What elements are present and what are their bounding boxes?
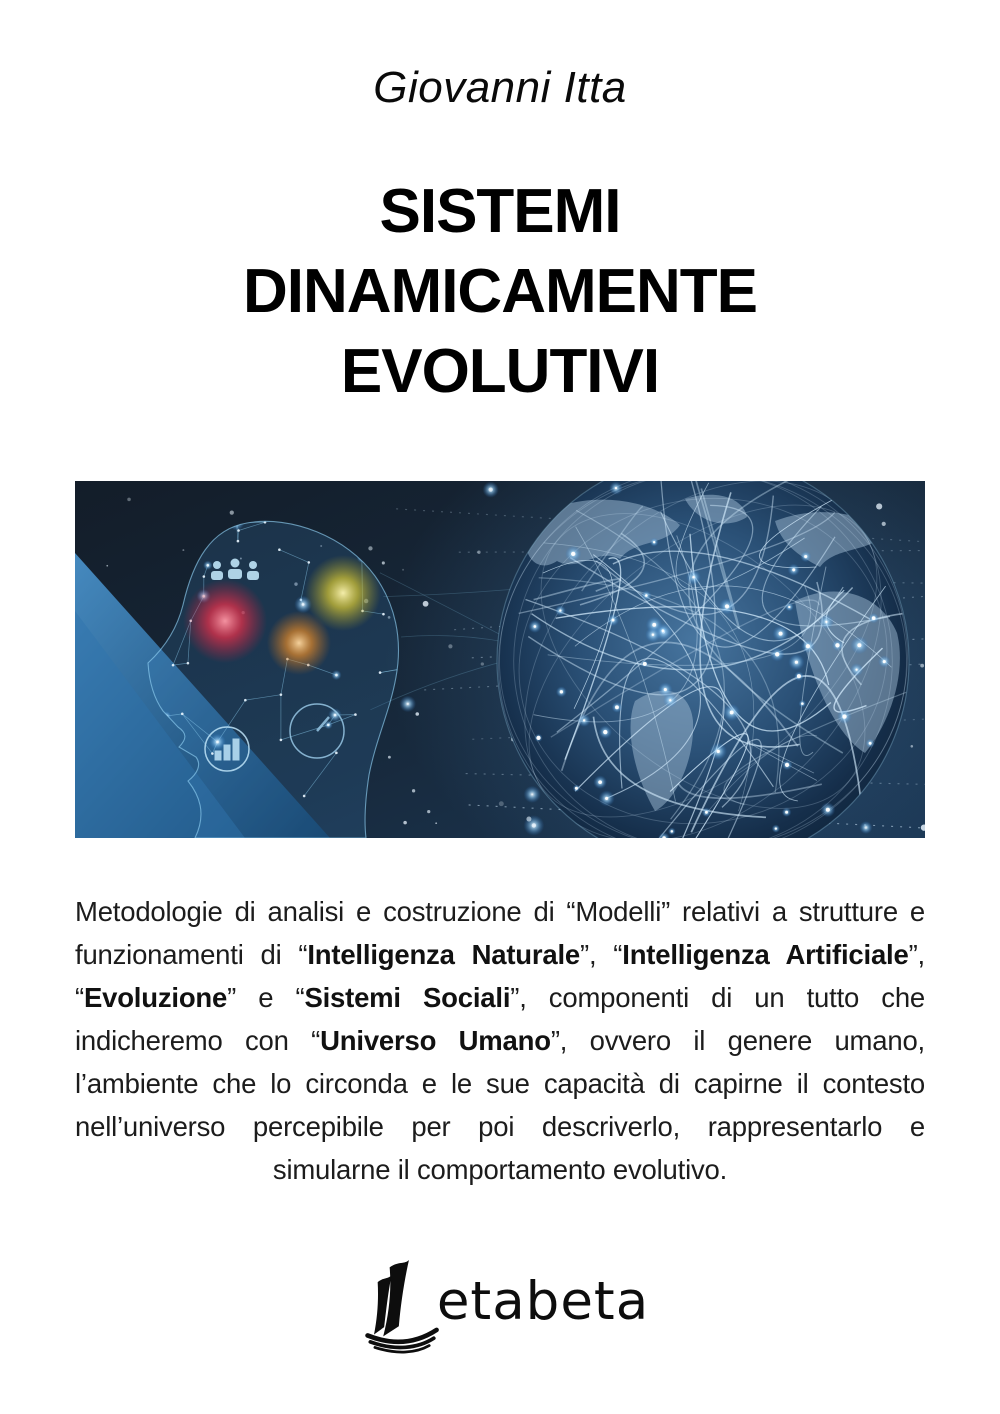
paragraph-segment: ”, ovvero il genere umano, l’ambiente che lo circonda e le sue capacità di capirne il contesto nell’universo percepibile per poi descriverlo, rappresentarlo e simularne il comportamento evolutivo. (75, 1025, 925, 1185)
paragraph-segment: Metodologie di analisi e costruzione di “Modelli” relativi a strutture e funzionamenti di “ (75, 896, 925, 970)
paragraph-segment: ”, “ (580, 939, 623, 970)
paragraph-segment-bold: Universo Umano (320, 1025, 551, 1056)
paragraph-segment: ”, “ (75, 939, 925, 1013)
title-line-3: EVOLUTIVI (340, 337, 660, 406)
paragraph-segment: ” e “ (227, 982, 305, 1013)
ai-head-and-network-globe-illustration (75, 481, 925, 838)
title-line-1: SISTEMI (379, 177, 621, 246)
orange-glow-spot (267, 611, 331, 675)
red-glow-spot (183, 579, 267, 663)
open-book-icon (351, 1258, 443, 1354)
hero-image (75, 481, 925, 838)
publisher-logo (0, 1258, 1000, 1354)
paragraph-segment: ”, componenti di un tutto che indicheremo con “ (75, 982, 926, 1056)
book-title (0, 172, 1000, 412)
author-name: Giovanni Itta (373, 63, 627, 112)
paragraph-segment-bold: Intelligenza Naturale (307, 939, 581, 970)
paragraph-segment-bold: Intelligenza Artificiale (622, 939, 909, 970)
title-line-2: DINAMICAMENTE (243, 257, 757, 326)
paragraph-segment-bold: Evoluzione (83, 982, 228, 1013)
description-paragraph (75, 890, 925, 1191)
publisher-name: etabeta (436, 1270, 650, 1332)
paragraph-segment-bold: Sistemi Sociali (304, 982, 511, 1013)
